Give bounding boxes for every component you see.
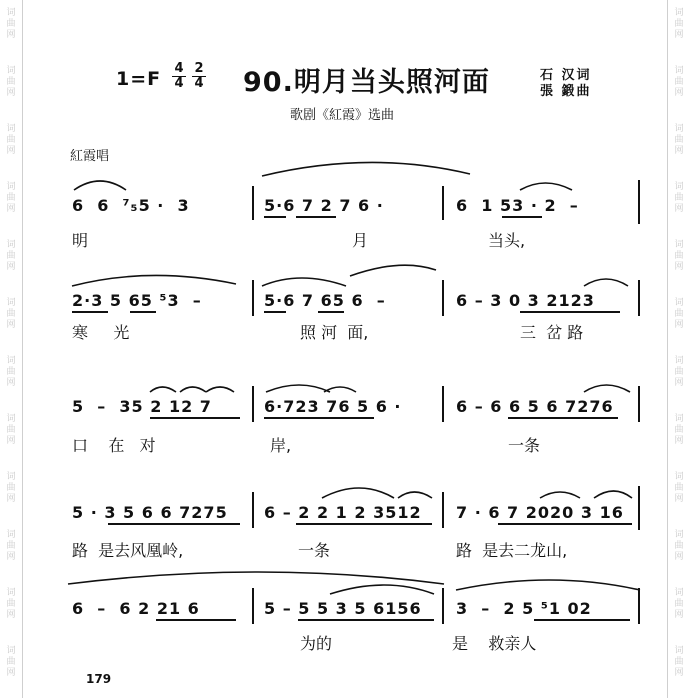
- watermark-text: 词 曲 网: [674, 414, 684, 446]
- watermark-text: 词 曲 网: [674, 124, 684, 156]
- watermark-text: 词 曲 网: [674, 530, 684, 562]
- lyric-line: 岸,: [270, 436, 292, 455]
- notation-measure: 6 6 ⁷₅5 · 3: [72, 196, 190, 215]
- slur: [68, 572, 444, 584]
- slur: [520, 183, 572, 190]
- slur: [584, 385, 630, 392]
- lyric-line: 口 在 对: [72, 436, 156, 455]
- watermark-text: 词 曲 网: [6, 182, 16, 214]
- notation-measure: 5 – 35 2 12 7: [72, 397, 212, 416]
- lyric-line: 三 岔 路: [520, 323, 584, 342]
- slur: [584, 279, 628, 286]
- notation-measure: 5 – 5 5 3 5 6156: [264, 599, 422, 618]
- song-title: 90.明月当头照河面: [243, 67, 490, 98]
- slur: [74, 181, 126, 190]
- subtitle: 歌剧《紅霞》选曲: [290, 108, 395, 123]
- notation-measure: 6 – 6 6 5 6 7276: [456, 397, 614, 416]
- watermark-text: 词 曲 网: [674, 356, 684, 388]
- singer-label: 紅霞唱: [70, 149, 110, 164]
- key-signature: 1=F: [116, 68, 162, 90]
- page-number: 179: [86, 672, 112, 686]
- watermark-text: 词 曲 网: [6, 240, 16, 272]
- notation-measure: 6 1 53 · 2 –: [456, 196, 579, 215]
- slur: [398, 492, 432, 498]
- notation-measure: 5·6 7 65 6 –: [264, 291, 386, 310]
- notation-measure: 6 – 6 2 21 6: [72, 599, 200, 618]
- lyricist-credit: 石 汉词: [540, 68, 592, 83]
- watermark-text: 词 曲 网: [6, 646, 16, 678]
- slur: [72, 275, 236, 286]
- watermark-text: 词 曲 网: [674, 66, 684, 98]
- watermark-text: 词 曲 网: [6, 124, 16, 156]
- slur: [330, 585, 434, 594]
- watermark-text: 词 曲 网: [674, 182, 684, 214]
- notation-measure: 5 · 3 5 6 6 7275: [72, 503, 228, 522]
- lyric-line: 一条: [508, 436, 541, 455]
- time-signature-4-4: 4 4: [172, 62, 186, 91]
- watermark-text: 词 曲 网: [6, 356, 16, 388]
- watermark-text: 词 曲 网: [6, 8, 16, 40]
- notation-measure: 5·6 7 2 7 6 ·: [264, 196, 384, 215]
- watermark-text: 词 曲 网: [6, 588, 16, 620]
- watermark-text: 词 曲 网: [674, 472, 684, 504]
- lyric-line: 月: [352, 231, 369, 250]
- watermark-text: 词 曲 网: [6, 66, 16, 98]
- notation-measure: 3 – 2 5 ⁵1 02: [456, 599, 592, 618]
- lyric-line: 是 救亲人: [452, 634, 537, 653]
- slur: [262, 278, 346, 286]
- lyric-line: 当头,: [488, 231, 526, 250]
- watermark-text: 词 曲 网: [674, 8, 684, 40]
- slur: [456, 580, 640, 590]
- slur: [262, 162, 470, 176]
- slur: [180, 387, 206, 392]
- lyric-line: 照 河 面,: [300, 323, 369, 342]
- lyric-line: 为的: [300, 634, 333, 653]
- slur: [322, 488, 394, 498]
- watermark-text: 词 曲 网: [6, 298, 16, 330]
- composer-credit: 張 鍛曲: [540, 84, 592, 99]
- watermark-text: 词 曲 网: [6, 472, 16, 504]
- watermark-text: 词 曲 网: [6, 414, 16, 446]
- notation-measure: 6 – 2 2 1 2 3512: [264, 503, 422, 522]
- slur: [594, 491, 632, 498]
- lyric-line: 明: [72, 231, 89, 250]
- notation-measure: 2·3 5 65 ⁵3 –: [72, 291, 202, 310]
- lyric-line: 路 是去二龙山,: [456, 541, 568, 560]
- watermark-text: 词 曲 网: [674, 588, 684, 620]
- watermark-text: 词 曲 网: [6, 530, 16, 562]
- notation-measure: 6·723 76 5 6 ·: [264, 397, 402, 416]
- notation-measure: 6 – 3 0 3 2123: [456, 291, 595, 310]
- slur: [266, 385, 330, 392]
- slur: [206, 387, 234, 392]
- lyric-line: 路 是去风凰岭,: [72, 541, 184, 560]
- slur: [150, 387, 176, 392]
- slur: [350, 265, 436, 276]
- watermark-text: 词 曲 网: [674, 298, 684, 330]
- slur: [540, 492, 580, 498]
- time-signature-2-4: 2 4: [192, 62, 206, 91]
- watermark-text: 词 曲 网: [674, 646, 684, 678]
- lyric-line: 一条: [298, 541, 331, 560]
- lyric-line: 寒 光: [72, 323, 130, 342]
- watermark-text: 词 曲 网: [674, 240, 684, 272]
- notation-measure: 7 · 6 7 2020 3 16: [456, 503, 624, 522]
